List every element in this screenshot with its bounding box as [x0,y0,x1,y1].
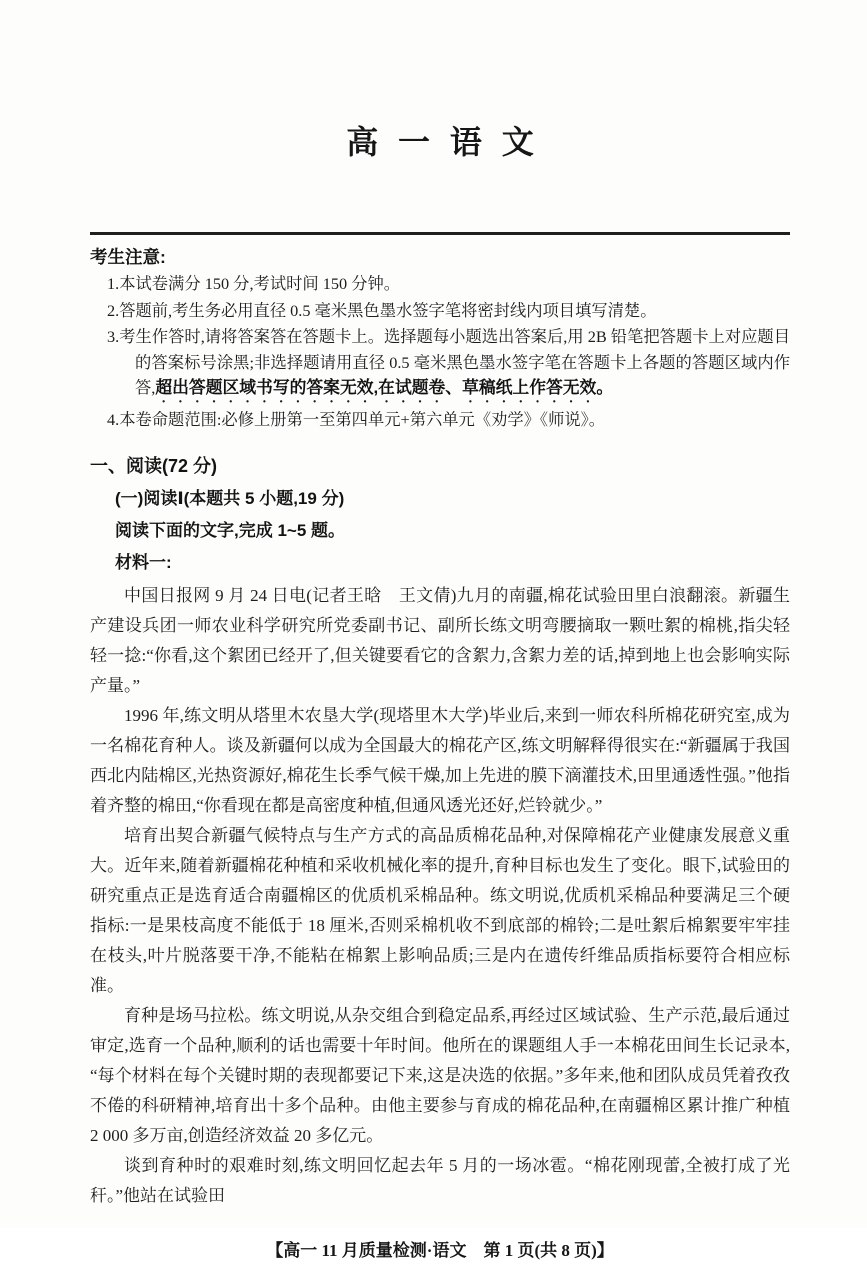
material-one-label: 材料一: [115,552,172,572]
notice-item-1: 1.本试卷满分 150 分,考试时间 150 分钟。 [107,274,401,293]
material-paragraph-1: 中国日报网 9 月 24 日电(记者王晗 王文倩)九月的南疆,棉花试验田里白浪翻滚。新疆生产建设兵团一师农业科学研究所党委副书记、副所长练文明弯腰摘取一颗吐絮的棉桃,指尖轻轻一捻:“你看,这个絮团已经开了,但关键要看它的含絮力,含絮力差的话,掉到地上也会影响实际产量。” [90,585,790,695]
exam-title: 高一语文 [346,124,554,160]
reading-instruction: 阅读下面的文字,完成 1~5 题。 [115,520,346,540]
notice-item-3-text: 3.考生作答时,请将答案答在答题卡上。选择题每小题选出答案后,用 2B 铅笔把答题卡上对应题目的答案标号涂黑;非选择题请用直径 0.5 毫米黑色墨水签字笔在答题卡上各题的答题区域内作答, [107,327,790,397]
material-paragraph-5: 谈到育种时的艰难时刻,练文明回忆起去年 5 月的一场冰雹。“棉花刚现蕾,全被打成了光秆。”他站在试验田 [90,1155,790,1205]
notice-item-2: 2.答题前,考生务必用直径 0.5 毫米黑色墨水签字笔将密封线内项目填写清楚。 [107,300,657,320]
notice-heading: 考生注意: [90,247,166,267]
header-divider [90,232,790,235]
notice-item-3 [90,324,790,406]
subsection-heading-reading-1: (一)阅读Ⅰ(本题共 5 小题,19 分) [115,488,345,508]
material-paragraph-3: 培育出契合新疆气候特点与生产方式的高品质棉花品种,对保障棉花产业健康发展意义重大。近年来,随着新疆棉花种植和采收机械化率的提升,育种目标也发生了变化。眼下,试验田的研究重点正是选育适合南疆棉区的优质机采棉品种。练文明说,优质机采棉品种要满足三个硬指标:一是果枝高度不能低于 18 厘米,否则采棉机收不到底部的棉铃;二是吐絮后棉絮要牢牢挂在枝头,叶片脱落要干净,不能粘在棉絮上影响品质;三是内在遗传纤维品质指标要符合相应标准。 [90,825,790,995]
material-paragraph-2: 1996 年,练文明从塔里木农垦大学(现塔里木大学)毕业后,来到一师农科所棉花研究室,成为一名棉花育种人。谈及新疆何以成为全国最大的棉花产区,练文明解释得很实在:“新疆属于我国西北内陆棉区,光热资源好,棉花生长季气候干燥,加上先进的膜下滴灌技术,田里通透性强。”他指着齐整的棉田,“你看现在都是高密度种植,但通风透光还好,烂铃就少。” [90,705,790,815]
page-content [90,0,790,1264]
page-footer: 【高一 11 月质量检测·语文 第 1 页(共 8 页)】 [266,1240,614,1260]
notice-item-3-emphasized-text: 超出答题区域书写的答案无效,在试题卷、草稿纸上作答无效。 [155,378,614,397]
section-heading-reading: 一、阅读(72 分) [90,455,218,476]
material-paragraph-4: 育种是场马拉松。练文明说,从杂交组合到稳定品系,再经过区域试验、生产示范,最后通过审定,选育一个品种,顺利的话也需要十年时间。他所在的课题组人手一本棉花田间生长记录本,“每个材料在每个关键时期的表现都要记下来,这是决选的依据。”多年来,他和团队成员凭着孜孜不倦的科研精神,培育出十多个品种。由他主要参与育成的棉花品种,在南疆棉区累计推广种植 2 000 多万亩,创造经济效益 20 多亿元。 [90,1005,790,1145]
notice-item-4: 4.本卷命题范围:必修上册第一至第四单元+第六单元《劝学》《师说》。 [107,410,606,429]
